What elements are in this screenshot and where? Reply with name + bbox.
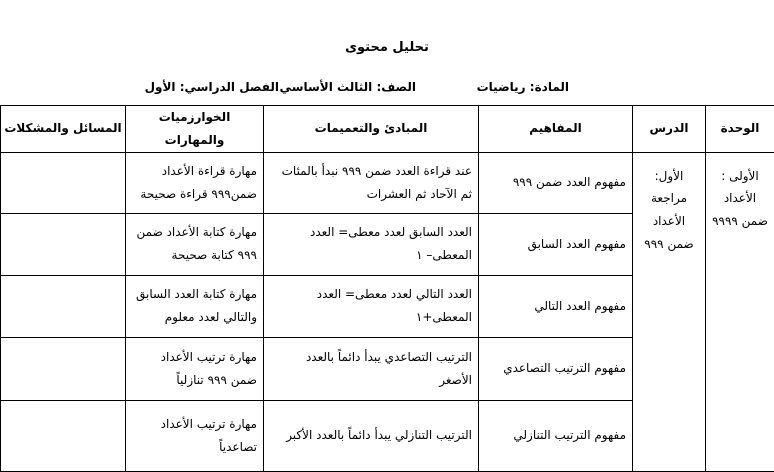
subject-field [477, 80, 569, 94]
principle-cell: الترتيب التنازلي يبدأ دائماً بالعدد الأكبر [264, 400, 479, 471]
skill-cell: مهارة قراءة الأعداد ضمن٩٩٩ قراءة صحيحة [126, 152, 264, 213]
header-principles: المبادئ والتعميمات [264, 106, 479, 153]
header-concepts: المفاهيم [479, 106, 633, 153]
subject-value: رياضيات [477, 80, 526, 94]
semester-field [145, 80, 279, 94]
header-unit: الوحدة [706, 106, 774, 153]
problem-cell [1, 400, 126, 471]
grade-value: الثالث الأساسي [280, 80, 373, 94]
subject-label: المادة: [530, 80, 569, 94]
problem-cell [1, 213, 126, 275]
skill-cell: مهارة كتابة الأعداد ضمن ٩٩٩ كتابة صحيحة [126, 213, 264, 275]
page-title: تحليل محتوى [0, 40, 774, 55]
principle-cell: العدد السابق لعدد معطى= العدد المعطى– ١ [264, 213, 479, 275]
header-problems: المسائل والمشكلات [1, 106, 126, 153]
header-lesson: الدرس [633, 106, 706, 153]
table-row [1, 152, 774, 213]
problem-cell [1, 337, 126, 400]
content-analysis-table [0, 105, 774, 472]
header-skills: الخوارزميات والمهارات [126, 106, 264, 153]
concept-cell: مفهوم الترتيب التصاعدي [479, 337, 633, 400]
concept-cell: مفهوم الترتيب التنازلي [479, 400, 633, 471]
skill-cell: مهارة ترتيب الأعداد تصاعدياً [126, 400, 264, 471]
problem-cell [1, 152, 126, 213]
principle-cell: عند قراءة العدد ضمن ٩٩٩ نبدأ بالمئات ثم الآحاد ثم العشرات [264, 152, 479, 213]
lesson-cell: الأول: مراجعة الأعداد ضمن ٩٩٩ [633, 152, 706, 471]
principle-cell: العدد التالي لعدد معطى= العدد المعطى+١ [264, 275, 479, 337]
semester-value: الأول [145, 80, 176, 94]
concept-cell: مفهوم العدد السابق [479, 213, 633, 275]
concept-cell: مفهوم العدد التالي [479, 275, 633, 337]
problem-cell [1, 275, 126, 337]
skill-cell: مهارة ترتيب الأعداد ضمن ٩٩٩ تنازلياً [126, 337, 264, 400]
table-header-row [1, 106, 774, 153]
concept-cell: مفهوم العدد ضمن ٩٩٩ [479, 152, 633, 213]
skill-cell: مهارة كتابة العدد السابق والتالي لعدد معلوم [126, 275, 264, 337]
unit-cell: الأولى : الأعداد ضمن ٩٩٩٩ [706, 152, 774, 471]
grade-label: الصف: [376, 80, 416, 94]
semester-label: الفصل الدراسي: [180, 80, 279, 94]
principle-cell: الترتيب التصاعدي يبدأ دائماً بالعدد الأصغر [264, 337, 479, 400]
grade-field [280, 80, 416, 94]
